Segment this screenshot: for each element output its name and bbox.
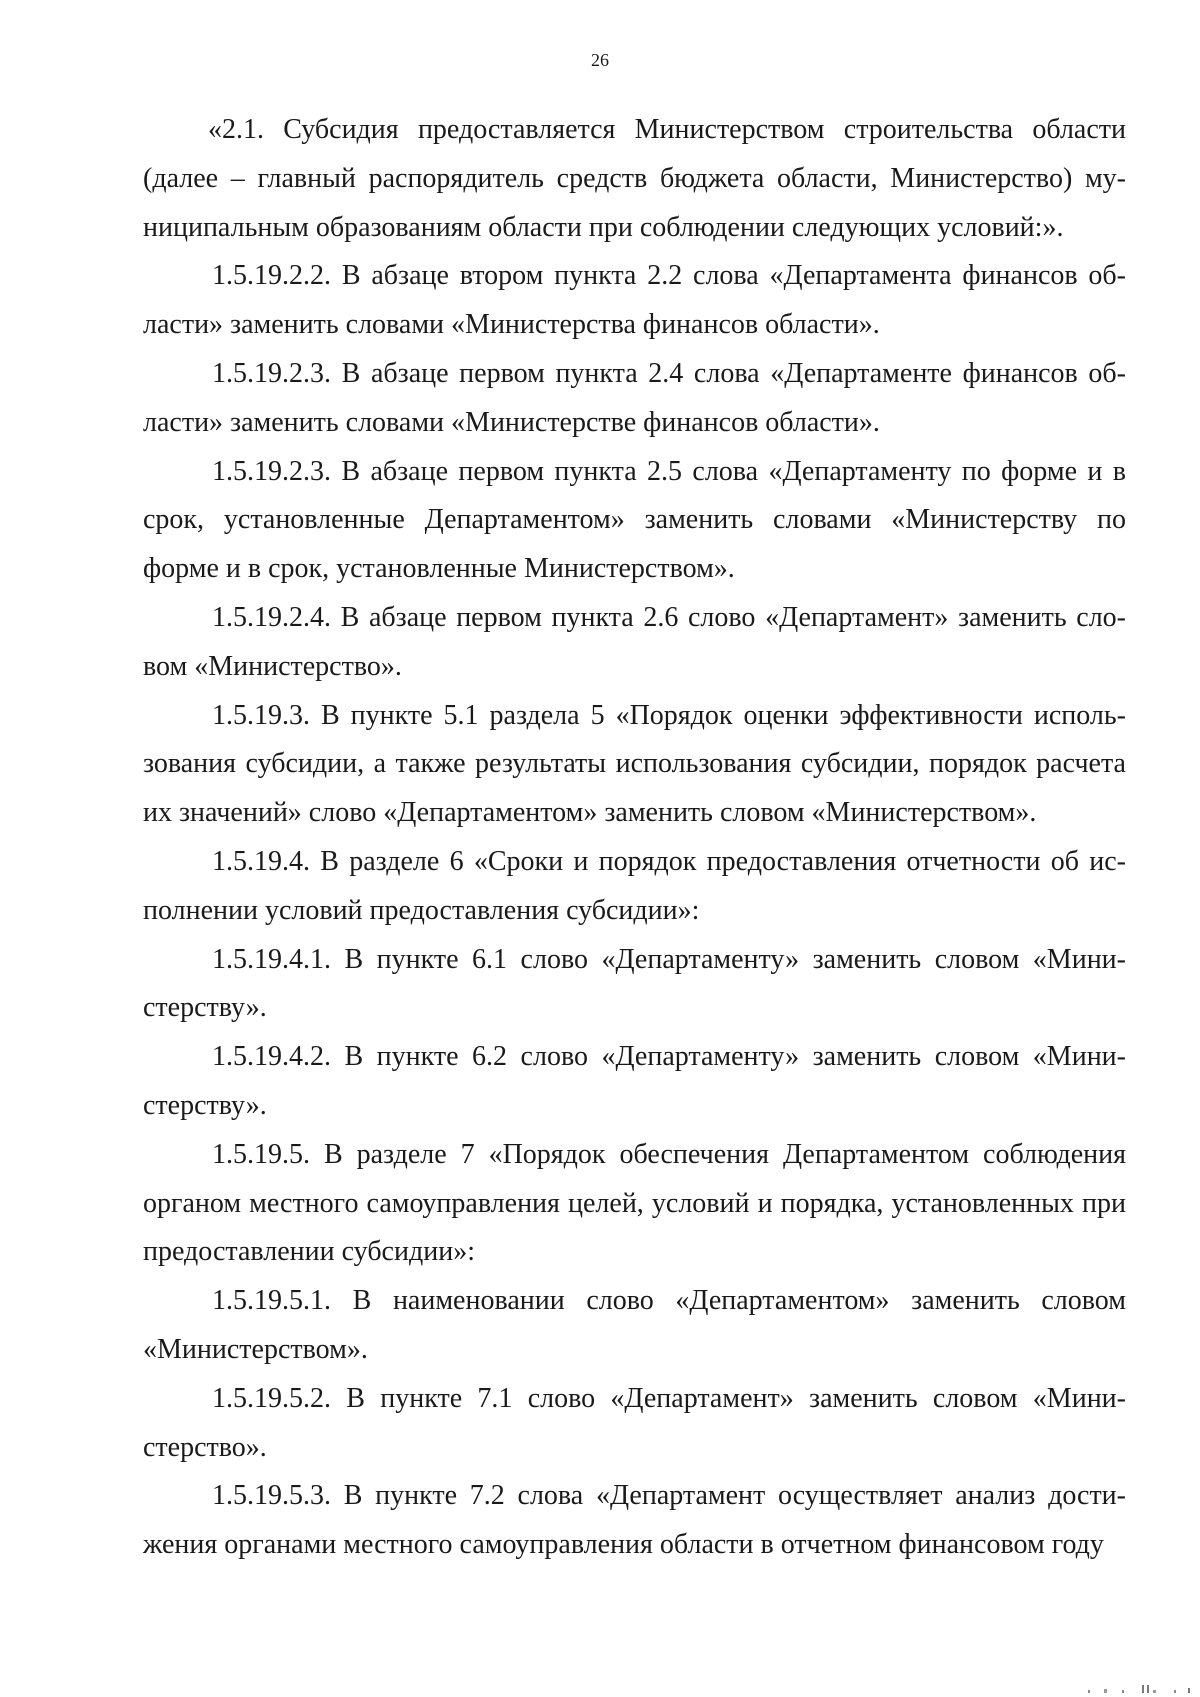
paragraph: 1.5.19.2.3. В абзаце первом пункта 2.4 слова «Департаменте финансов области» заменить словами «Министерстве финансов области». (143, 357, 1126, 438)
paragraph: 1.5.19.2.4. В абзаце первом пункта 2.6 слово «Департамент» заменить словом «Министерство». (143, 601, 1126, 682)
paragraph: 1.5.19.2.2. В абзаце втором пункта 2.2 слова «Департамента финансов области» заменить словами «Министерства финансов области». (143, 260, 1126, 341)
paragraph: 1.5.19.5. В разделе 7 «Порядок обеспечения Департаментом соблюдения органом местного самоуправления целей, условий и порядка, установленных при предоставлении субсидии»: (143, 1138, 1126, 1268)
paragraph: 1.5.19.4.2. В пункте 6.2 слово «Департаменту» заменить словом «Министерству». (143, 1041, 1126, 1121)
paragraph: «2.1. Субсидия предоставляется Министерством строительства области (далее – главный распорядитель средств бюджета области, Министерство) муниципальным образованиям области при соблюдении следующих условий:». (143, 114, 1126, 243)
paragraph: 1.5.19.5.3. В пункте 7.2 слова «Департамент осуществляет анализ достижения органами местного самоуправления области в отчетном финансовом году (143, 1480, 1126, 1561)
paragraph: 1.5.19.3. В пункте 5.1 раздела 5 «Порядок оценки эффективности использования субсидии, а также результаты использования субсидии, порядок расчета их значений» слово «Департаментом» заменить словом «Министерством». (143, 699, 1126, 829)
paragraph: 1.5.19.4. В разделе 6 «Сроки и порядок предоставления отчетности об исполнении условий предоставления субсидии»: (143, 845, 1126, 926)
paragraph: 1.5.19.2.3. В абзаце первом пункта 2.5 слова «Департаменту по форме и в срок, установленные Департаментом» заменить словами «Министерству по форме и в срок, установленные Министерством». (143, 455, 1126, 585)
paragraph: 1.5.19.5.1. В наименовании слово «Департаментом» заменить словом «Министерством». (143, 1285, 1126, 1365)
scan-artifact-marks (1084, 1681, 1194, 1695)
page-number: 26 (591, 50, 609, 70)
document-body (143, 106, 1126, 1570)
paragraph: 1.5.19.5.2. В пункте 7.1 слово «Департамент» заменить словом «Министерство». (143, 1382, 1126, 1463)
paragraph: 1.5.19.4.1. В пункте 6.1 слово «Департаменту» заменить словом «Министерству». (143, 943, 1126, 1024)
